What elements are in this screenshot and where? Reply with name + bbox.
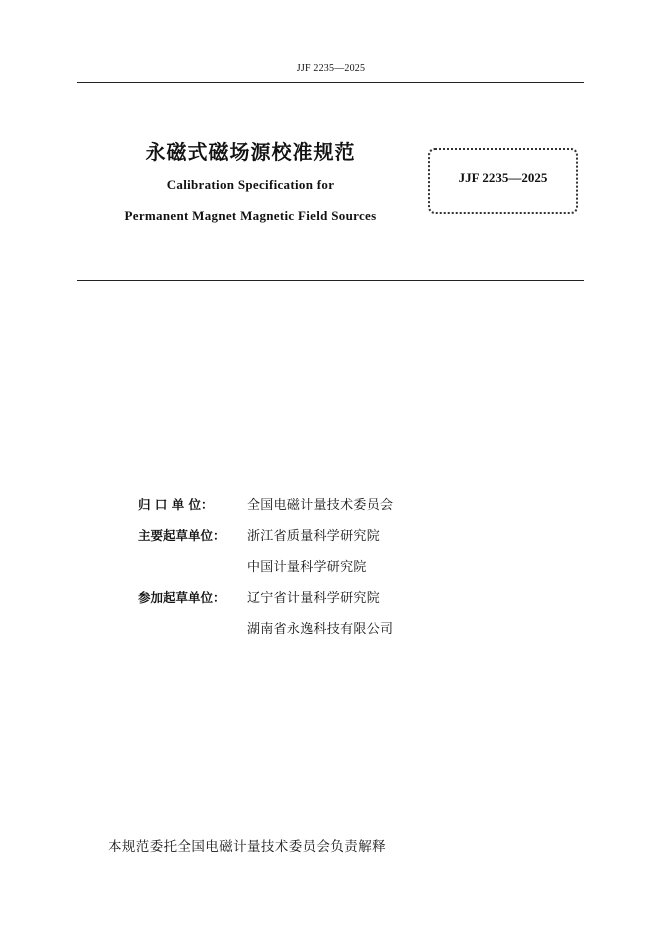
header-document-code: JJF 2235—2025	[296, 63, 366, 74]
org-value-main-drafters-2: 中国计量科学研究院	[247, 560, 367, 575]
org-value-main-drafters-1: 浙江省质量科学研究院	[247, 529, 381, 544]
org-label-centralized	[138, 495, 247, 513]
title-english-line-2: Permanent Magnet Magnetic Field Sources	[124, 208, 377, 223]
org-value-participating-drafters-2: 湖南省永逸科技有限公司	[247, 622, 394, 637]
document-code: JJF 2235—2025	[458, 170, 548, 185]
title-english-line-1: Calibration Specification for	[166, 177, 335, 192]
org-value-centralized-1: 全国电磁计量技术委员会	[247, 498, 394, 513]
header-divider	[77, 82, 584, 83]
footer-interpretation-note: 本规范委托全国电磁计量技术委员会负责解释	[108, 839, 386, 855]
org-label-participating-drafters-text: 参加起草单位：	[138, 589, 226, 605]
org-row-centralized	[138, 488, 468, 519]
org-label-centralized-text: 归 口 单 位：	[138, 496, 214, 512]
title-divider	[77, 280, 584, 281]
org-label-participating-drafters	[138, 588, 247, 606]
title-chinese: 永磁式磁场源校准规范	[145, 140, 356, 164]
org-row-main-drafters	[138, 519, 468, 550]
org-label-main-drafters-text: 主要起草单位：	[138, 527, 226, 543]
org-row-participating-drafters-cont	[138, 612, 468, 643]
org-label-main-drafters	[138, 526, 247, 544]
organizations-block	[138, 488, 468, 643]
document-code-box	[428, 148, 578, 214]
org-row-main-drafters-cont	[138, 550, 468, 581]
org-row-participating-drafters	[138, 581, 468, 612]
org-value-participating-drafters-1: 辽宁省计量科学研究院	[247, 591, 381, 606]
